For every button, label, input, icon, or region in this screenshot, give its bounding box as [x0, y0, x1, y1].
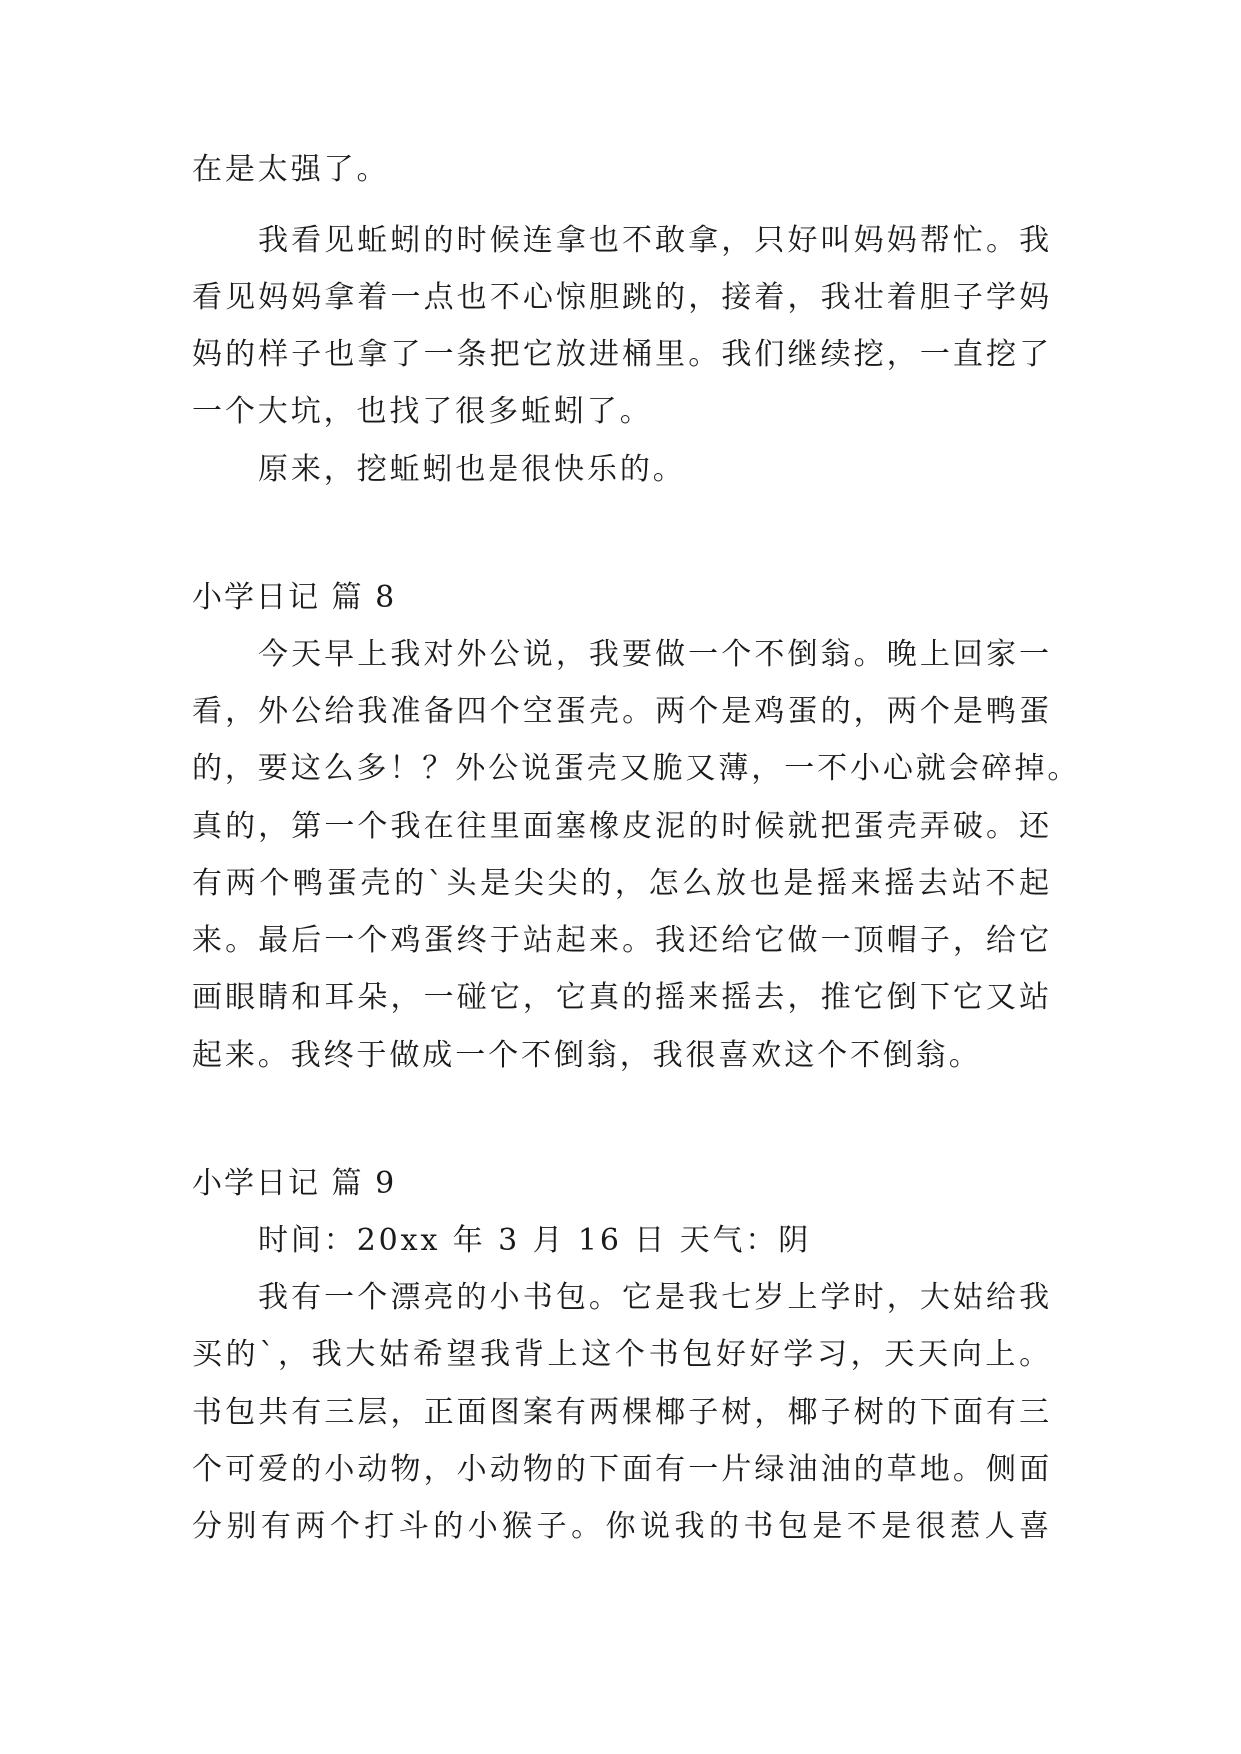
text-line: 的，要这么多！？外公说蛋壳又脆又薄，一不小心就会碎掉。 [192, 751, 1081, 786]
text-line: 有两个鸭蛋壳的`头是尖尖的，怎么放也是摇来摇去站不起 [192, 866, 1052, 901]
text-line: 看见妈妈拿着一点也不心惊胆跳的，接着，我壮着胆子学妈 [192, 280, 1052, 315]
text-line: 买的`，我大姑希望我背上这个书包好好学习，天天向上。 [192, 1337, 1052, 1372]
text-line: 书包共有三层，正面图案有两棵椰子树，椰子树的下面有三 [192, 1395, 1052, 1430]
text-line: 我看见蚯蚓的时候连拿也不敢拿，只好叫妈妈帮忙。我 [258, 223, 1052, 258]
text-line: 今天早上我对外公说，我要做一个不倒翁。晚上回家一 [258, 637, 1052, 672]
text-line: 一个大坑，也找了很多蚯蚓了。 [192, 394, 653, 429]
section-heading: 小学日记 篇 8 [192, 580, 397, 615]
diary-date-weather: 时间：20xx 年 3 月 16 日 天气：阴 [258, 1223, 812, 1258]
text-line: 真的，第一个我在往里面塞橡皮泥的时候就把蛋壳弄破。还 [192, 809, 1052, 844]
text-line: 妈的样子也拿了一条把它放进桶里。我们继续挖，一直挖了 [192, 337, 1052, 372]
text-line: 我有一个漂亮的小书包。它是我七岁上学时，大姑给我 [258, 1280, 1052, 1315]
text-line: 在是太强了。 [192, 152, 390, 187]
text-line: 来。最后一个鸡蛋终于站起来。我还给它做一顶帽子，给它 [192, 923, 1052, 958]
text-line: 画眼睛和耳朵，一碰它，它真的摇来摇去，推它倒下它又站 [192, 980, 1052, 1015]
text-line: 原来，挖蚯蚓也是很快乐的。 [258, 452, 686, 487]
text-line: 分别有两个打斗的小猴子。你说我的书包是不是很惹人喜 [192, 1509, 1052, 1544]
text-line: 个可爱的小动物，小动物的下面有一片绿油油的草地。侧面 [192, 1452, 1052, 1487]
text-line: 起来。我终于做成一个不倒翁，我很喜欢这个不倒翁。 [192, 1038, 982, 1073]
text-line: 看，外公给我准备四个空蛋壳。两个是鸡蛋的，两个是鸭蛋 [192, 694, 1052, 729]
section-heading: 小学日记 篇 9 [192, 1166, 397, 1201]
